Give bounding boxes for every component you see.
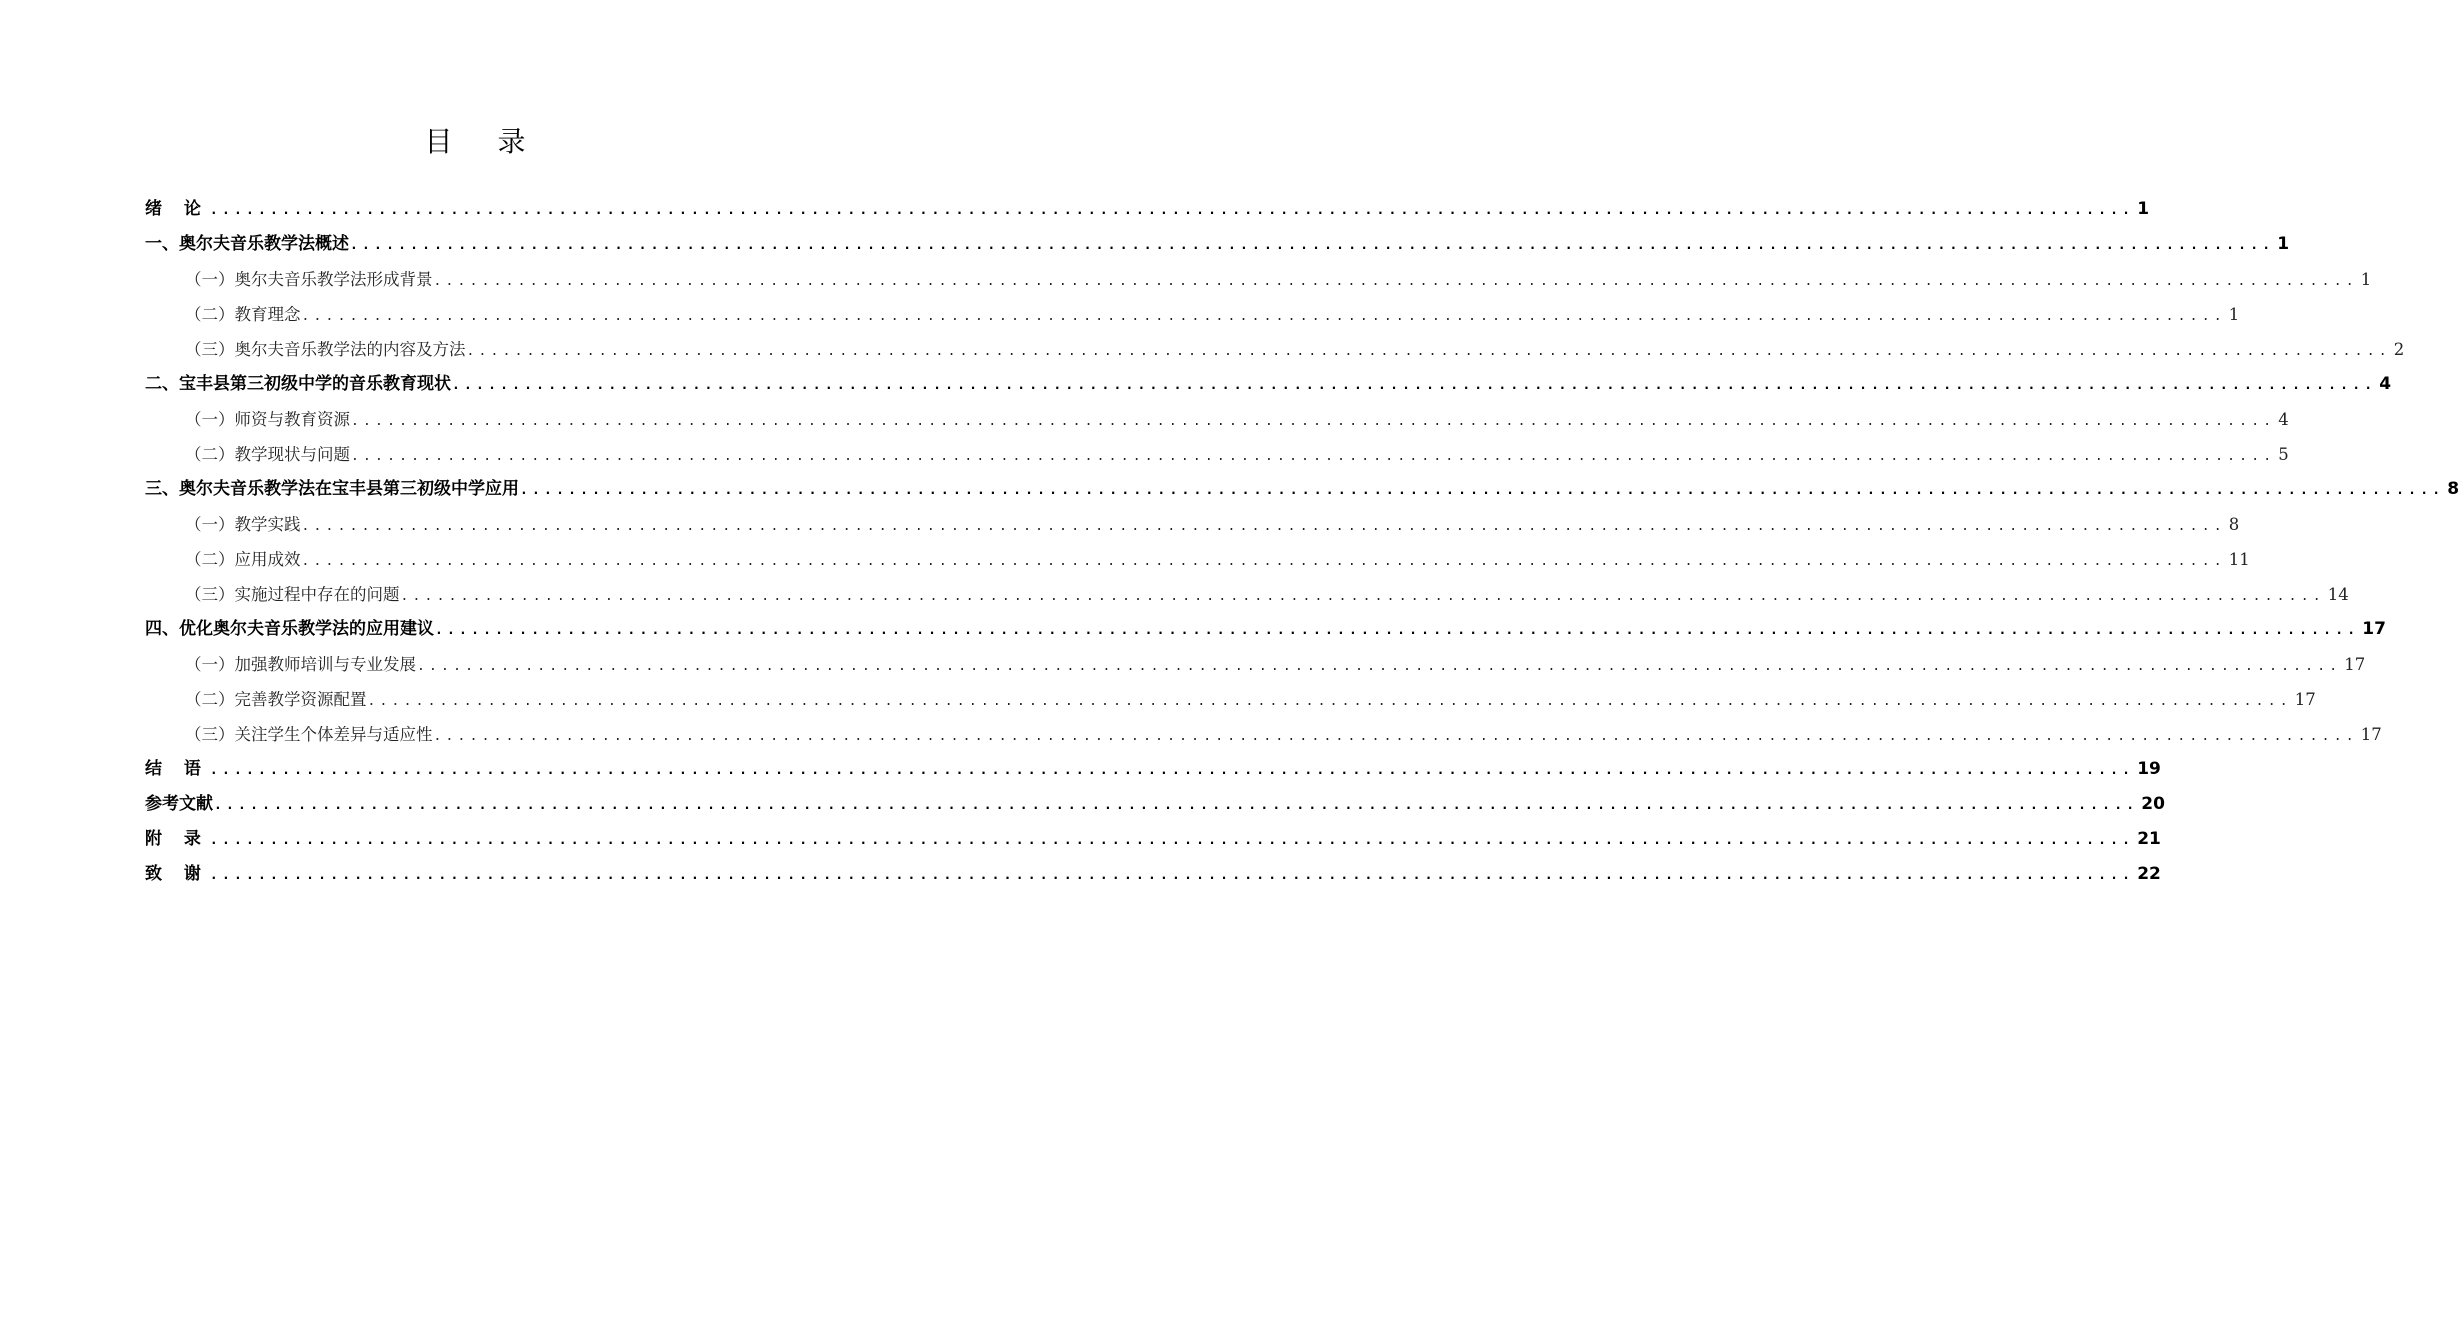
toc-dot-leader: ................................................................................................................................................................ bbox=[209, 868, 2135, 883]
toc-page-number: 1 bbox=[2277, 234, 2290, 254]
toc-dot-leader: ................................................................................................................................................................ bbox=[400, 589, 2325, 604]
toc-entry-label: 致 谢 bbox=[145, 864, 209, 884]
toc-dot-leader: ................................................................................................................................................................ bbox=[435, 623, 2360, 638]
toc-page-number: 1 bbox=[2228, 305, 2240, 324]
toc-chapter-entry[interactable] bbox=[145, 752, 2161, 787]
toc-entry-label: （一）加强教师培训与专业发展 bbox=[185, 655, 416, 674]
toc-dot-leader: ................................................................................................................................................................ bbox=[351, 414, 2276, 429]
toc-chapter-entry[interactable] bbox=[145, 857, 2161, 892]
toc-entry-label: （一）师资与教育资源 bbox=[185, 410, 350, 429]
toc-page-number: 2 bbox=[2393, 340, 2405, 359]
toc-entry-label: （三）实施过程中存在的问题 bbox=[185, 585, 400, 604]
toc-section-entry[interactable] bbox=[145, 647, 2366, 682]
toc-section-entry[interactable] bbox=[145, 437, 2289, 472]
toc-section-entry[interactable] bbox=[145, 262, 2372, 297]
toc-chapter-entry[interactable] bbox=[145, 227, 2290, 262]
toc-section-entry[interactable] bbox=[145, 332, 2405, 367]
toc-entry-label: 结 语 bbox=[145, 759, 209, 779]
toc-section-entry[interactable] bbox=[145, 682, 2316, 717]
toc-page-number: 21 bbox=[2137, 829, 2161, 849]
toc-section-entry[interactable] bbox=[145, 297, 2240, 332]
toc-page-number: 17 bbox=[2344, 655, 2366, 674]
toc-page-number: 20 bbox=[2141, 794, 2165, 814]
toc-page-number: 4 bbox=[2278, 410, 2289, 429]
toc-section-entry[interactable] bbox=[145, 542, 2250, 577]
toc-entry-label: （二）教学现状与问题 bbox=[185, 445, 350, 464]
toc-section-entry[interactable] bbox=[145, 717, 2382, 752]
toc-entry-label: 附 录 bbox=[145, 829, 209, 849]
toc-dot-leader: ................................................................................................................................................................ bbox=[351, 449, 2276, 464]
toc-chapter-entry[interactable] bbox=[145, 472, 2459, 507]
toc-page-number: 1 bbox=[2360, 270, 2372, 289]
toc-section-entry[interactable] bbox=[145, 507, 2240, 542]
toc-chapter-entry[interactable] bbox=[145, 367, 2392, 402]
toc-page-number: 11 bbox=[2228, 550, 2250, 569]
toc-chapter-entry[interactable] bbox=[145, 787, 2165, 822]
toc-page-number: 22 bbox=[2137, 864, 2161, 884]
toc-entry-label: 参考文献 bbox=[145, 794, 213, 814]
toc-dot-leader: ................................................................................................................................................................ bbox=[350, 238, 2275, 253]
toc-entry-label: 三、奥尔夫音乐教学法在宝丰县第三初级中学应用 bbox=[145, 479, 519, 499]
toc-page-number: 4 bbox=[2379, 374, 2392, 394]
toc-dot-leader: ................................................................................................................................................................ bbox=[452, 378, 2377, 393]
toc-dot-leader: ................................................................................................................................................................ bbox=[520, 483, 2445, 498]
toc-dot-leader: ................................................................................................................................................................ bbox=[209, 763, 2135, 778]
toc-entry-label: 四、优化奥尔夫音乐教学法的应用建议 bbox=[145, 619, 434, 639]
toc-dot-leader: ................................................................................................................................................................ bbox=[433, 729, 2358, 744]
toc-entry-label: （二）应用成效 bbox=[185, 550, 301, 569]
toc-page-number: 17 bbox=[2360, 725, 2382, 744]
page-title: 目 录 bbox=[424, 125, 544, 158]
toc-page-number: 19 bbox=[2137, 759, 2161, 779]
toc-dot-leader: ................................................................................................................................................................ bbox=[301, 519, 2226, 534]
toc-entry-label: （二）教育理念 bbox=[185, 305, 301, 324]
toc-entry-label: （三）奥尔夫音乐教学法的内容及方法 bbox=[185, 340, 466, 359]
toc-dot-leader: ................................................................................................................................................................ bbox=[433, 274, 2358, 289]
toc-entry-label: 一、奥尔夫音乐教学法概述 bbox=[145, 234, 349, 254]
toc-dot-leader: ................................................................................................................................................................ bbox=[209, 203, 2135, 218]
toc-page-number: 8 bbox=[2447, 479, 2459, 499]
toc-dot-leader: ................................................................................................................................................................ bbox=[417, 659, 2342, 674]
toc-page-number: 8 bbox=[2228, 515, 2240, 534]
toc-chapter-entry[interactable] bbox=[145, 822, 2161, 857]
toc-entry-label: 二、宝丰县第三初级中学的音乐教育现状 bbox=[145, 374, 451, 394]
toc-section-entry[interactable] bbox=[145, 402, 2289, 437]
toc-page-number: 1 bbox=[2137, 199, 2150, 219]
toc-page-number: 14 bbox=[2327, 585, 2349, 604]
toc-page-number: 17 bbox=[2362, 619, 2386, 639]
toc-dot-leader: ................................................................................................................................................................ bbox=[209, 833, 2135, 848]
toc-dot-leader: ................................................................................................................................................................ bbox=[466, 344, 2391, 359]
toc-dot-leader: ................................................................................................................................................................ bbox=[214, 798, 2139, 813]
table-of-contents bbox=[145, 192, 2459, 892]
toc-section-entry[interactable] bbox=[145, 577, 2349, 612]
toc-dot-leader: ................................................................................................................................................................ bbox=[301, 554, 2226, 569]
toc-chapter-entry[interactable] bbox=[145, 192, 2150, 227]
toc-page-number: 17 bbox=[2294, 690, 2316, 709]
toc-entry-label: （一）奥尔夫音乐教学法形成背景 bbox=[185, 270, 433, 289]
toc-dot-leader: ................................................................................................................................................................ bbox=[301, 309, 2226, 324]
toc-chapter-entry[interactable] bbox=[145, 612, 2386, 647]
toc-entry-label: （三）关注学生个体差异与适应性 bbox=[185, 725, 433, 744]
toc-entry-label: （一）教学实践 bbox=[185, 515, 301, 534]
toc-page-number: 5 bbox=[2278, 445, 2289, 464]
toc-entry-label: 绪 论 bbox=[145, 199, 209, 219]
toc-entry-label: （二）完善教学资源配置 bbox=[185, 690, 367, 709]
toc-dot-leader: ................................................................................................................................................................ bbox=[367, 694, 2292, 709]
